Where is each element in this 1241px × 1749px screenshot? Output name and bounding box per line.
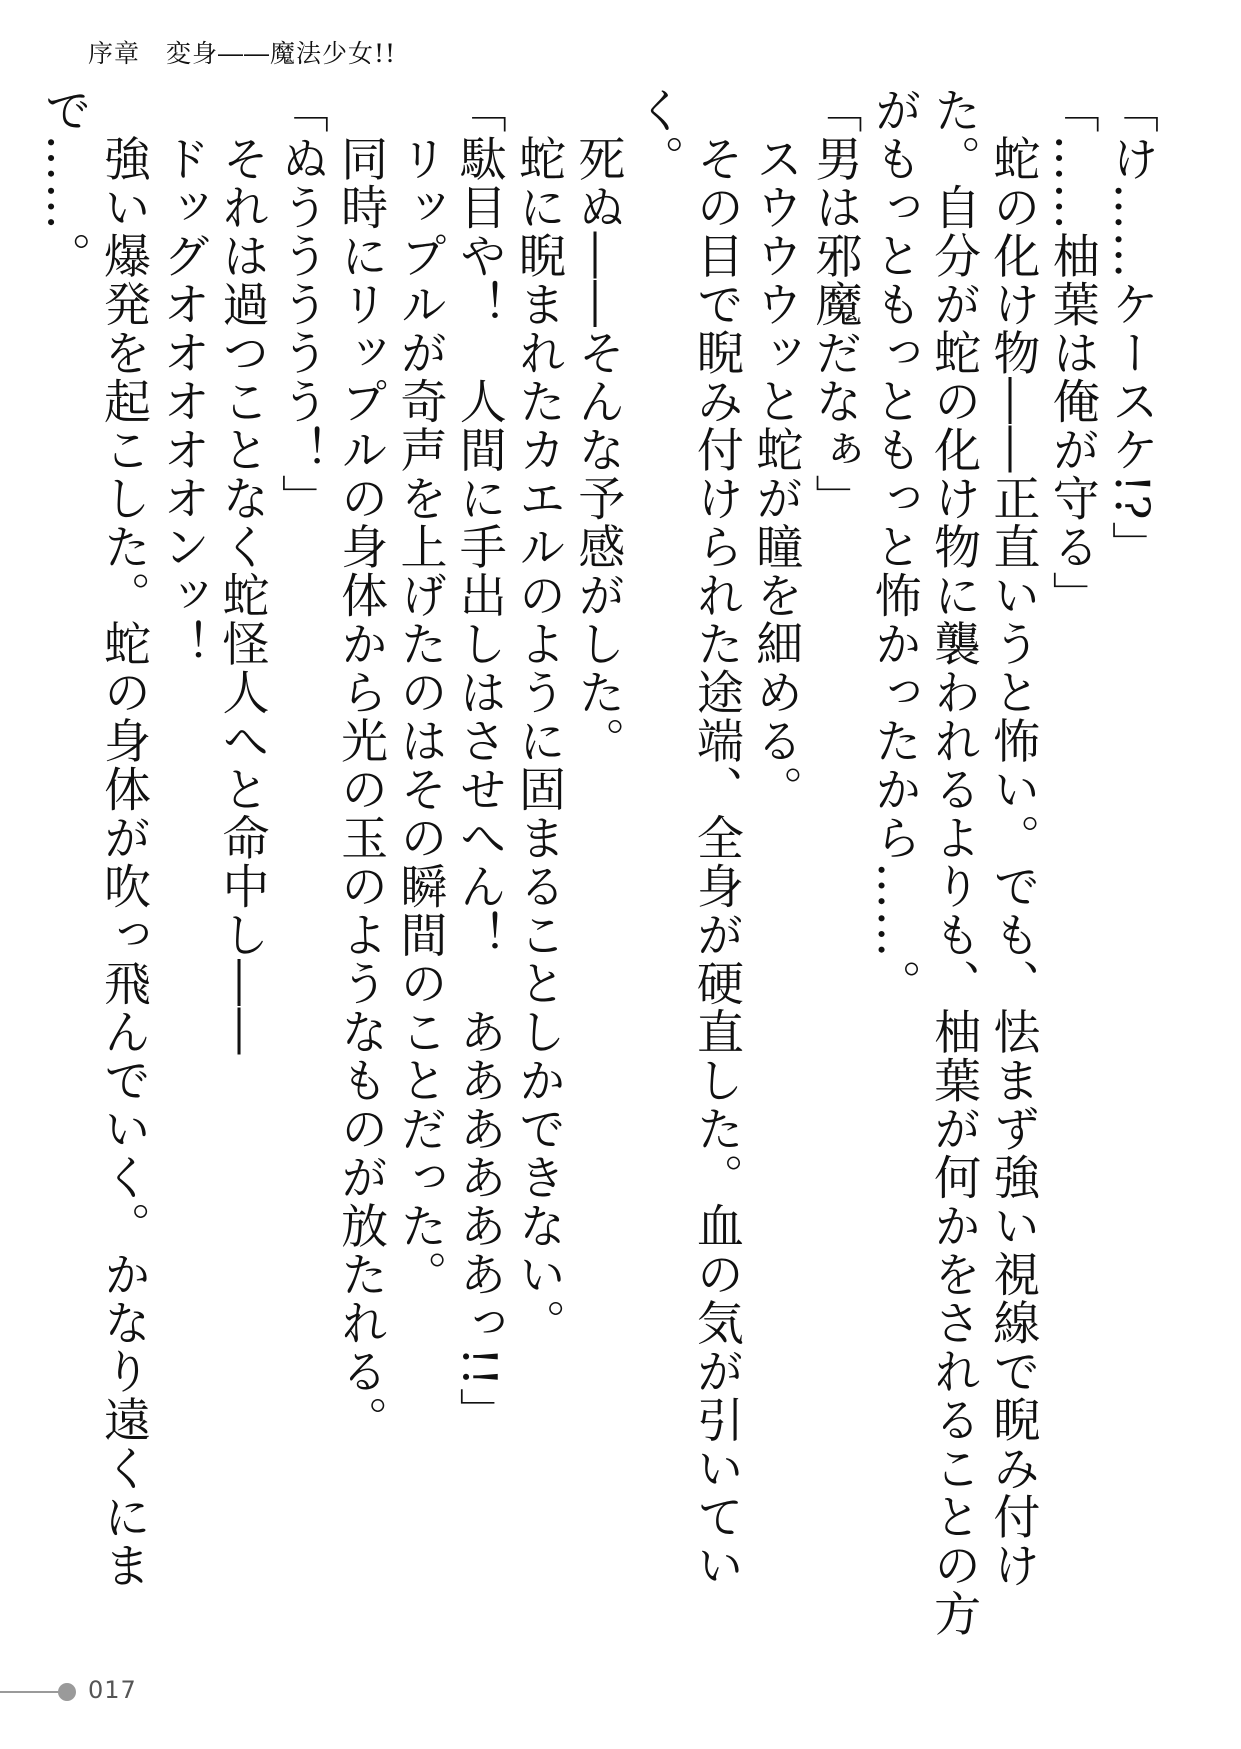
text-paragraph: 強い爆発を起こした。蛇の身体が吹っ飛んでいく。かなり遠くにまで……。 (36, 86, 151, 1590)
text-paragraph: 蛇の化け物――正直いうと怖い。でも、怯まず強い視線で睨み付けた。自分が蛇の化け物に襲われるよりも、柚葉が何かをされることの方がもっともっともっと怖かったから……。 (866, 86, 1041, 1638)
text-line: 「駄目や！ 人間に手出しはさせへん！ ああああああっ!!」 (451, 86, 507, 1437)
text-line: 死ぬ――そんな予感がした。 (570, 86, 626, 765)
text-paragraph: その目で睨み付けられた途端、全身が硬直した。血の気が引いていく。 (629, 86, 744, 1590)
page-number: 017 (88, 1676, 137, 1704)
text-line: スウウウッと蛇が瞳を細める。 (748, 86, 804, 814)
text-line: 「男は邪魔だなぁ」 (807, 86, 863, 523)
vertical-body-text (36, 86, 1161, 1646)
footer-rule (0, 1691, 60, 1693)
text-line: ドッグオオオオオンッ！ (155, 86, 211, 668)
text-line: それは過つことなく蛇怪人へと命中し―― (214, 86, 270, 1056)
running-header: 序章 変身――魔法少女!! (88, 39, 397, 68)
footer-dot-icon (58, 1683, 76, 1701)
page-footer (0, 1672, 300, 1712)
text-line: 「ぬううううう！」 (273, 86, 329, 523)
text-line: 「……柚葉は俺が守る」 (1044, 86, 1100, 620)
text-line: 同時にリップルの身体から光の玉のようなものが放たれる。 (333, 86, 389, 1444)
text-line: リップルが奇声を上げたのはその瞬間のことだった。 (392, 86, 448, 1299)
text-line: 蛇に睨まれたカエルのように固まることしかできない。 (511, 86, 567, 1347)
text-line: 「け……ケースケ!?」 (1104, 86, 1159, 570)
